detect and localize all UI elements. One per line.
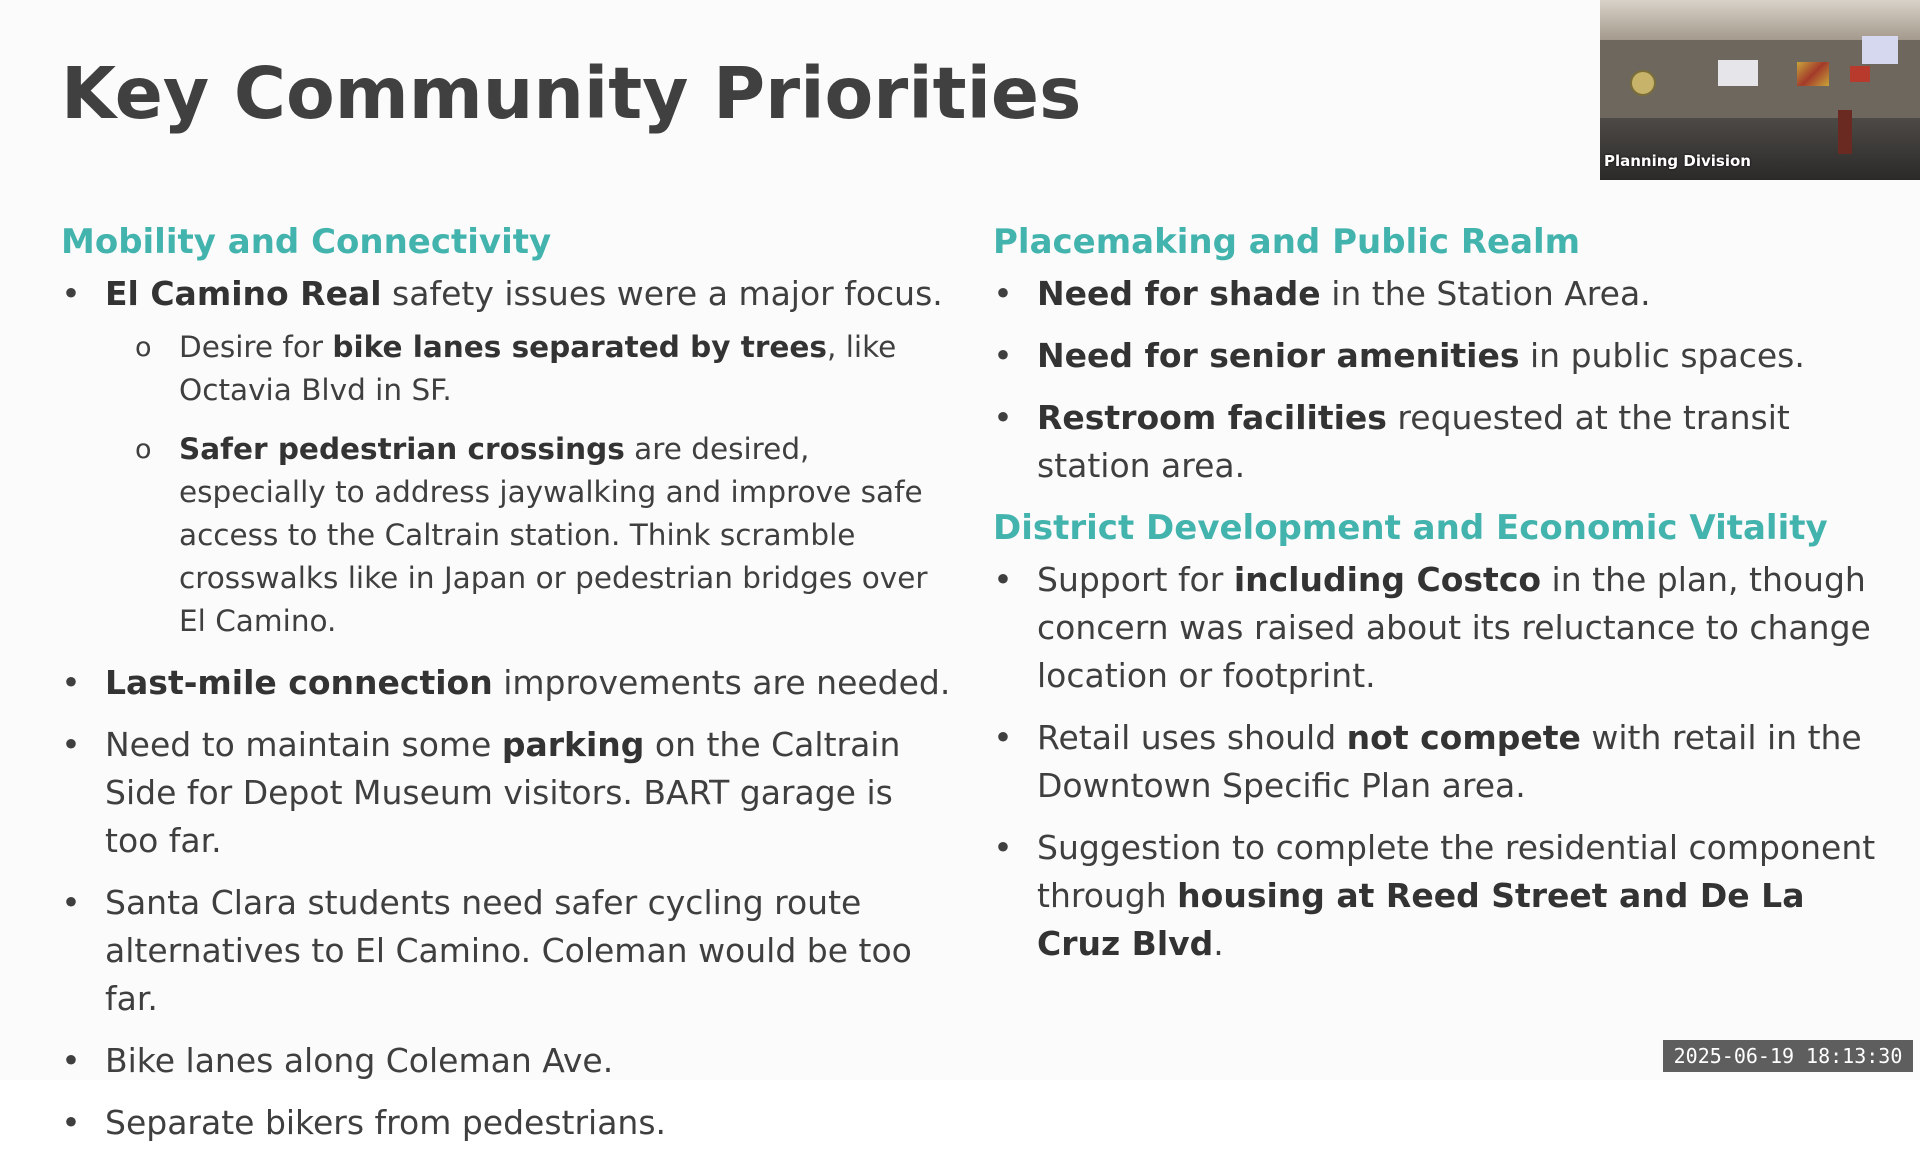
bullet-item xyxy=(993,824,1898,968)
bullet-bold-text: Restroom facilities xyxy=(1037,398,1387,437)
bullet-text: in the Station Area. xyxy=(1320,274,1651,313)
bullet-text: on the Caltrain Side for Depot Museum visitors. BART garage is too far. xyxy=(105,725,901,860)
bullet-item xyxy=(993,556,1898,700)
placemaking-bullet-list xyxy=(993,270,1898,490)
bullet-icon: • xyxy=(61,725,81,764)
bullet-bold-text: bike lanes separated by trees xyxy=(332,330,827,364)
bullet-item xyxy=(993,332,1898,380)
participant-video-thumbnail[interactable] xyxy=(1600,0,1920,180)
bullet-bold-text: including Costco xyxy=(1233,560,1542,599)
bullet-item xyxy=(61,270,951,643)
flag-icon xyxy=(1850,66,1870,82)
bullet-text: with retail in the Downtown Specific Plan area. xyxy=(1037,718,1862,805)
bullet-icon: • xyxy=(993,560,1013,599)
bullet-text: Retail uses should xyxy=(1037,718,1347,757)
bullet-item xyxy=(61,1037,951,1085)
bullet-text: . xyxy=(1213,924,1224,963)
section-heading-placemaking: Placemaking and Public Realm xyxy=(993,222,1581,262)
bullet-text: Suggestion to complete the residential component through xyxy=(1037,828,1876,915)
bullet-text: Bike lanes along Coleman Ave. xyxy=(105,1041,614,1080)
bullet-text: Support for xyxy=(1037,560,1234,599)
section-heading-mobility: Mobility and Connectivity xyxy=(61,222,552,262)
bullet-text: requested at the transit station area. xyxy=(1037,398,1790,485)
bullet-text: are desired, especially to address jaywalking and improve safe access to the Caltrain station. Think scramble crosswalks like in Japan or pedestrian bridges over El Camino. xyxy=(179,432,928,638)
bullet-item xyxy=(993,270,1898,318)
bullet-icon: • xyxy=(61,1103,81,1142)
bullet-text: Santa Clara students need safer cycling route alternatives to El Camino. Coleman would be too far. xyxy=(105,883,912,1018)
bullet-icon: • xyxy=(61,1041,81,1080)
bullet-icon: • xyxy=(61,883,81,922)
bullet-item xyxy=(61,1099,951,1147)
mobility-bullet-list xyxy=(61,270,951,1147)
video-ceiling xyxy=(1600,0,1920,40)
bullet-text: , like Octavia Blvd in SF. xyxy=(179,330,897,407)
video-desk xyxy=(1600,118,1920,180)
video-caption: Planning Division xyxy=(1604,152,1751,170)
slide-title: Key Community Priorities xyxy=(61,52,1082,135)
left-column xyxy=(61,218,951,1161)
bullet-text: in public spaces. xyxy=(1519,336,1805,375)
bullet-text: in the plan, though concern was raised about its reluctance to change location or footprint. xyxy=(1037,560,1871,695)
bullet-item xyxy=(993,714,1898,810)
right-column xyxy=(993,218,1898,982)
bullet-icon: • xyxy=(61,274,81,313)
bullet-icon: • xyxy=(993,336,1013,375)
flag-icon xyxy=(1797,62,1829,86)
sub-bullet-icon: o xyxy=(135,332,152,363)
bullet-item xyxy=(61,721,951,865)
bullet-bold-text: parking xyxy=(501,725,645,764)
bullet-text: Need to maintain some xyxy=(105,725,502,764)
bullet-bold-text: housing at Reed Street and De La Cruz Blvd xyxy=(1037,876,1805,963)
sub-bullet-item xyxy=(115,428,951,643)
bullet-text: Desire for xyxy=(179,330,333,364)
sub-bullet-item xyxy=(115,326,951,412)
bullet-bold-text: Need for shade xyxy=(1037,274,1321,313)
sub-bullet-icon: o xyxy=(135,434,152,465)
bullet-bold-text: Need for senior amenities xyxy=(1037,336,1520,375)
bullet-icon: • xyxy=(993,274,1013,313)
bullet-bold-text: El Camino Real xyxy=(105,274,382,313)
city-seal-icon xyxy=(1630,70,1656,96)
video-podium xyxy=(1838,110,1852,154)
bullet-icon: • xyxy=(993,718,1013,757)
bullet-text: Separate bikers from pedestrians. xyxy=(105,1103,667,1142)
bullet-text: safety issues were a major focus. xyxy=(381,274,943,313)
bullet-text: improvements are needed. xyxy=(492,663,951,702)
bullet-item xyxy=(61,659,951,707)
section-heading-district-development: District Development and Economic Vitality xyxy=(993,508,1828,548)
video-screen xyxy=(1862,36,1898,64)
bullet-bold-text: not compete xyxy=(1346,718,1581,757)
district-bullet-list xyxy=(993,556,1898,968)
recording-timestamp: 2025-06-19 18:13:30 xyxy=(1663,1040,1913,1072)
sub-bullet-list xyxy=(105,326,951,643)
bullet-icon: • xyxy=(993,828,1013,867)
bullet-icon: • xyxy=(61,663,81,702)
bullet-bold-text: Safer pedestrian crossings xyxy=(179,432,625,466)
bullet-item xyxy=(993,394,1898,490)
bullet-item xyxy=(61,879,951,1023)
bullet-icon: • xyxy=(993,398,1013,437)
video-screen xyxy=(1718,60,1758,86)
bullet-bold-text: Last-mile connection xyxy=(105,663,493,702)
